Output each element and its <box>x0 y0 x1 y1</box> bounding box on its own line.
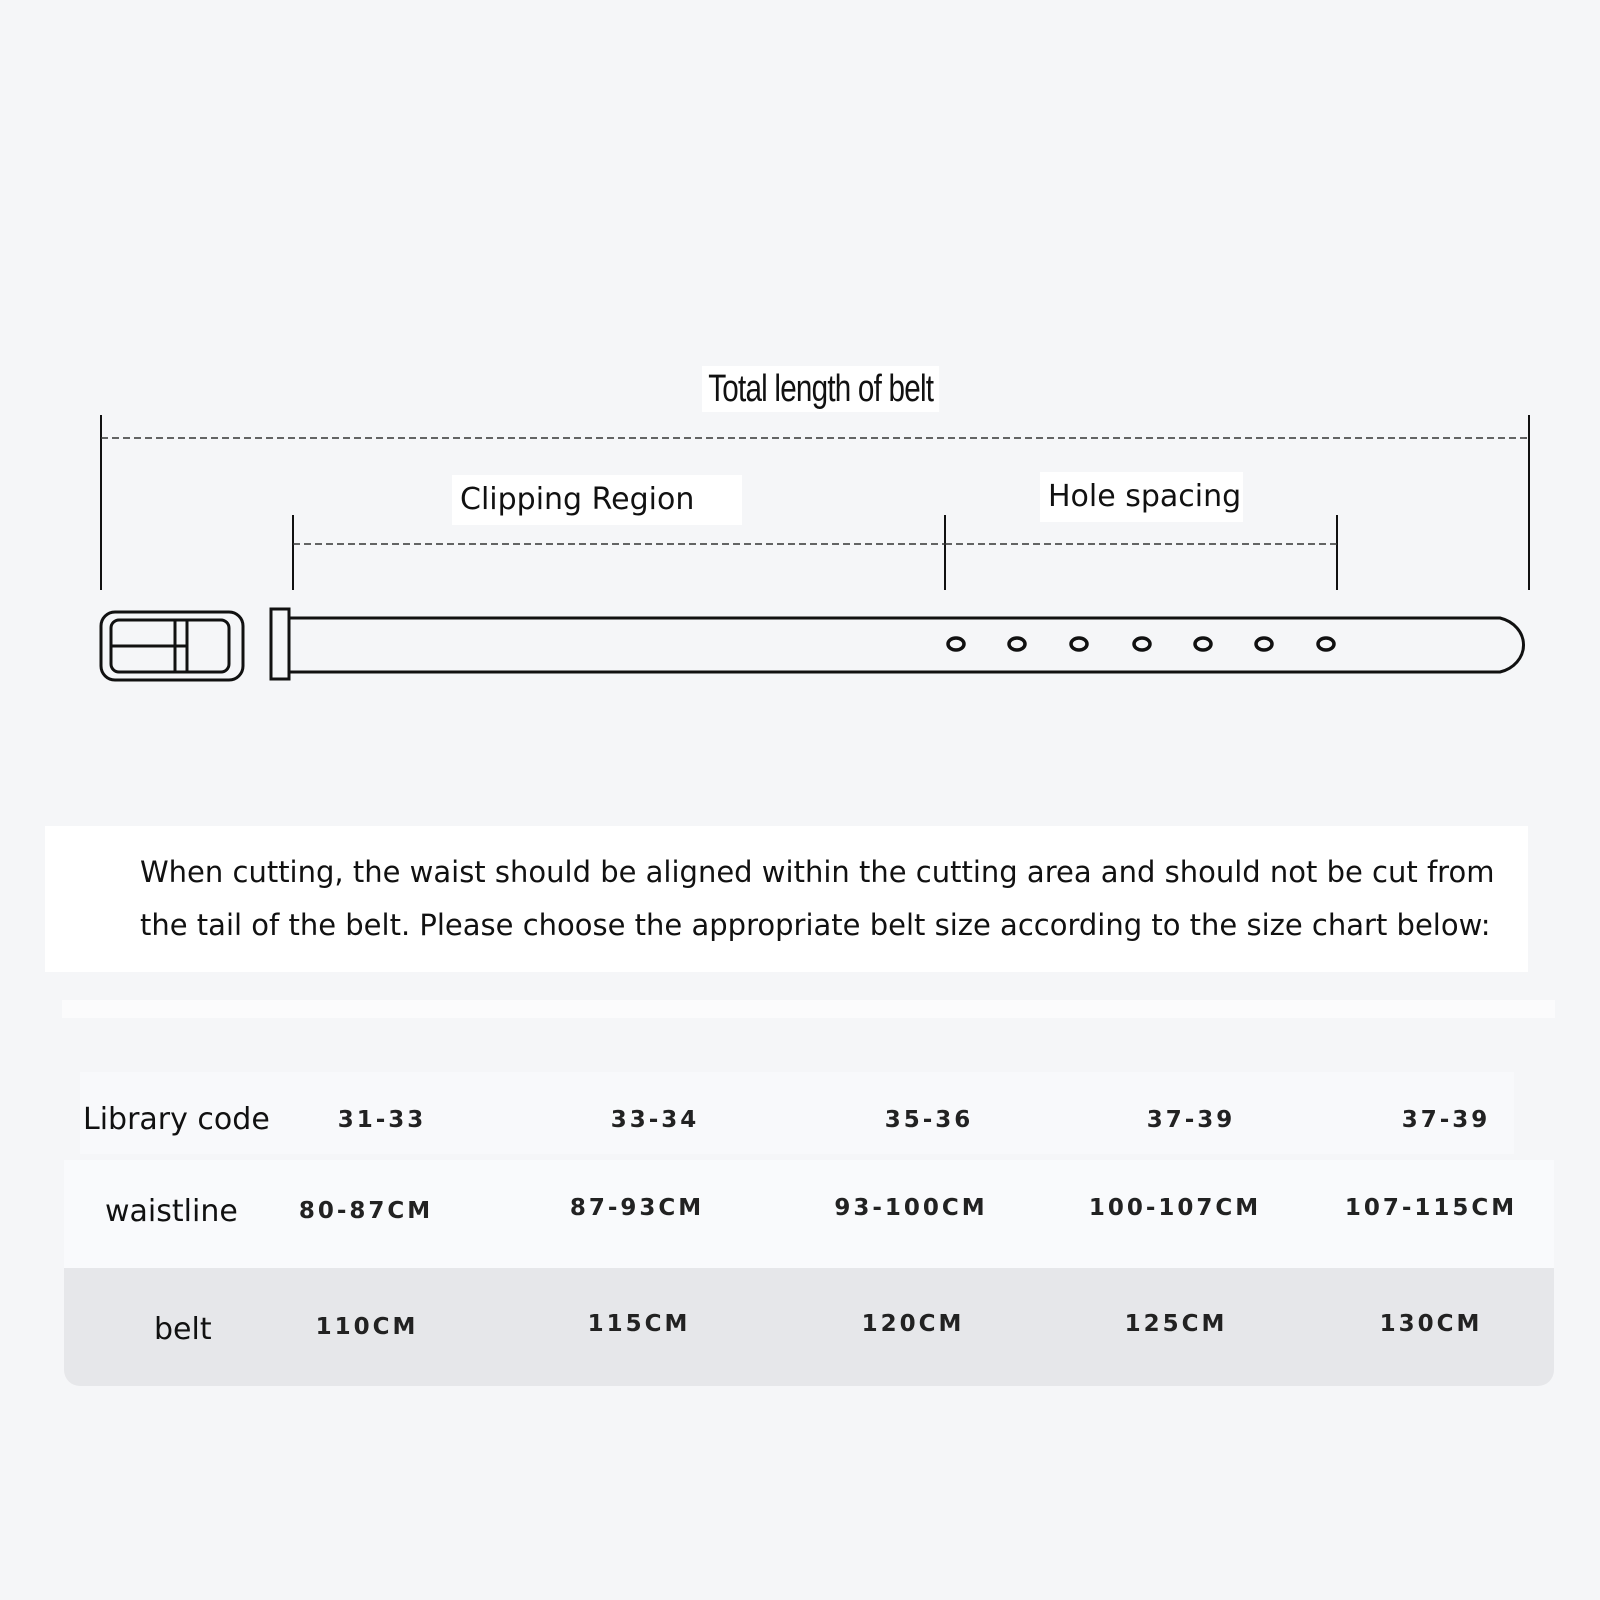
cutting-note-text: When cutting, the waist should be aligned within the cutting area and should not be cut from the tail of the belt. Please choose the appropriate belt size according to the size chart below: <box>140 855 1495 942</box>
belt-header: belt <box>154 1312 212 1347</box>
waistline-cell: 100-107CM <box>1088 1195 1262 1221</box>
belt-cell: 115CM <box>587 1311 691 1337</box>
waistline-cell: 80-87CM <box>298 1198 434 1224</box>
belt-keeper <box>271 609 289 679</box>
belt-cell: 110CM <box>315 1314 419 1340</box>
belt-row <box>64 1268 1554 1386</box>
library-code-cell: 35-36 <box>884 1107 974 1133</box>
belt-cell: 120CM <box>861 1311 965 1337</box>
library-code-cell: 37-39 <box>1146 1107 1236 1133</box>
belt-cell: 130CM <box>1379 1311 1483 1337</box>
waistline-row <box>64 1160 1554 1268</box>
belt-hole <box>1256 638 1272 650</box>
belt-diagram <box>0 0 1600 720</box>
library-code-cell: 33-34 <box>610 1107 700 1133</box>
library-code-header: Library code <box>83 1102 270 1137</box>
waistline-header: waistline <box>105 1194 238 1229</box>
library-code-cell: 31-33 <box>337 1107 427 1133</box>
note-divider <box>62 1000 1555 1018</box>
belt-hole <box>1195 638 1211 650</box>
waistline-cell: 107-115CM <box>1344 1195 1518 1221</box>
belt-strap <box>289 618 1524 672</box>
buckle-icon <box>101 612 243 680</box>
belt-hole <box>948 638 964 650</box>
belt-hole <box>1009 638 1025 650</box>
belt-hole <box>1134 638 1150 650</box>
library-code-row <box>80 1072 1514 1154</box>
belt-hole <box>1318 638 1334 650</box>
total-length-label: Total length of belt <box>702 366 939 412</box>
belt-cell: 125CM <box>1124 1311 1228 1337</box>
belt-holes <box>948 638 1334 650</box>
belt-hole <box>1071 638 1087 650</box>
hole-spacing-label: Hole spacing <box>1040 472 1243 522</box>
waistline-cell: 87-93CM <box>569 1195 705 1221</box>
cutting-note-box <box>45 826 1528 972</box>
clipping-region-label: Clipping Region <box>452 475 742 525</box>
library-code-cell: 37-39 <box>1401 1107 1491 1133</box>
waistline-cell: 93-100CM <box>834 1195 988 1221</box>
